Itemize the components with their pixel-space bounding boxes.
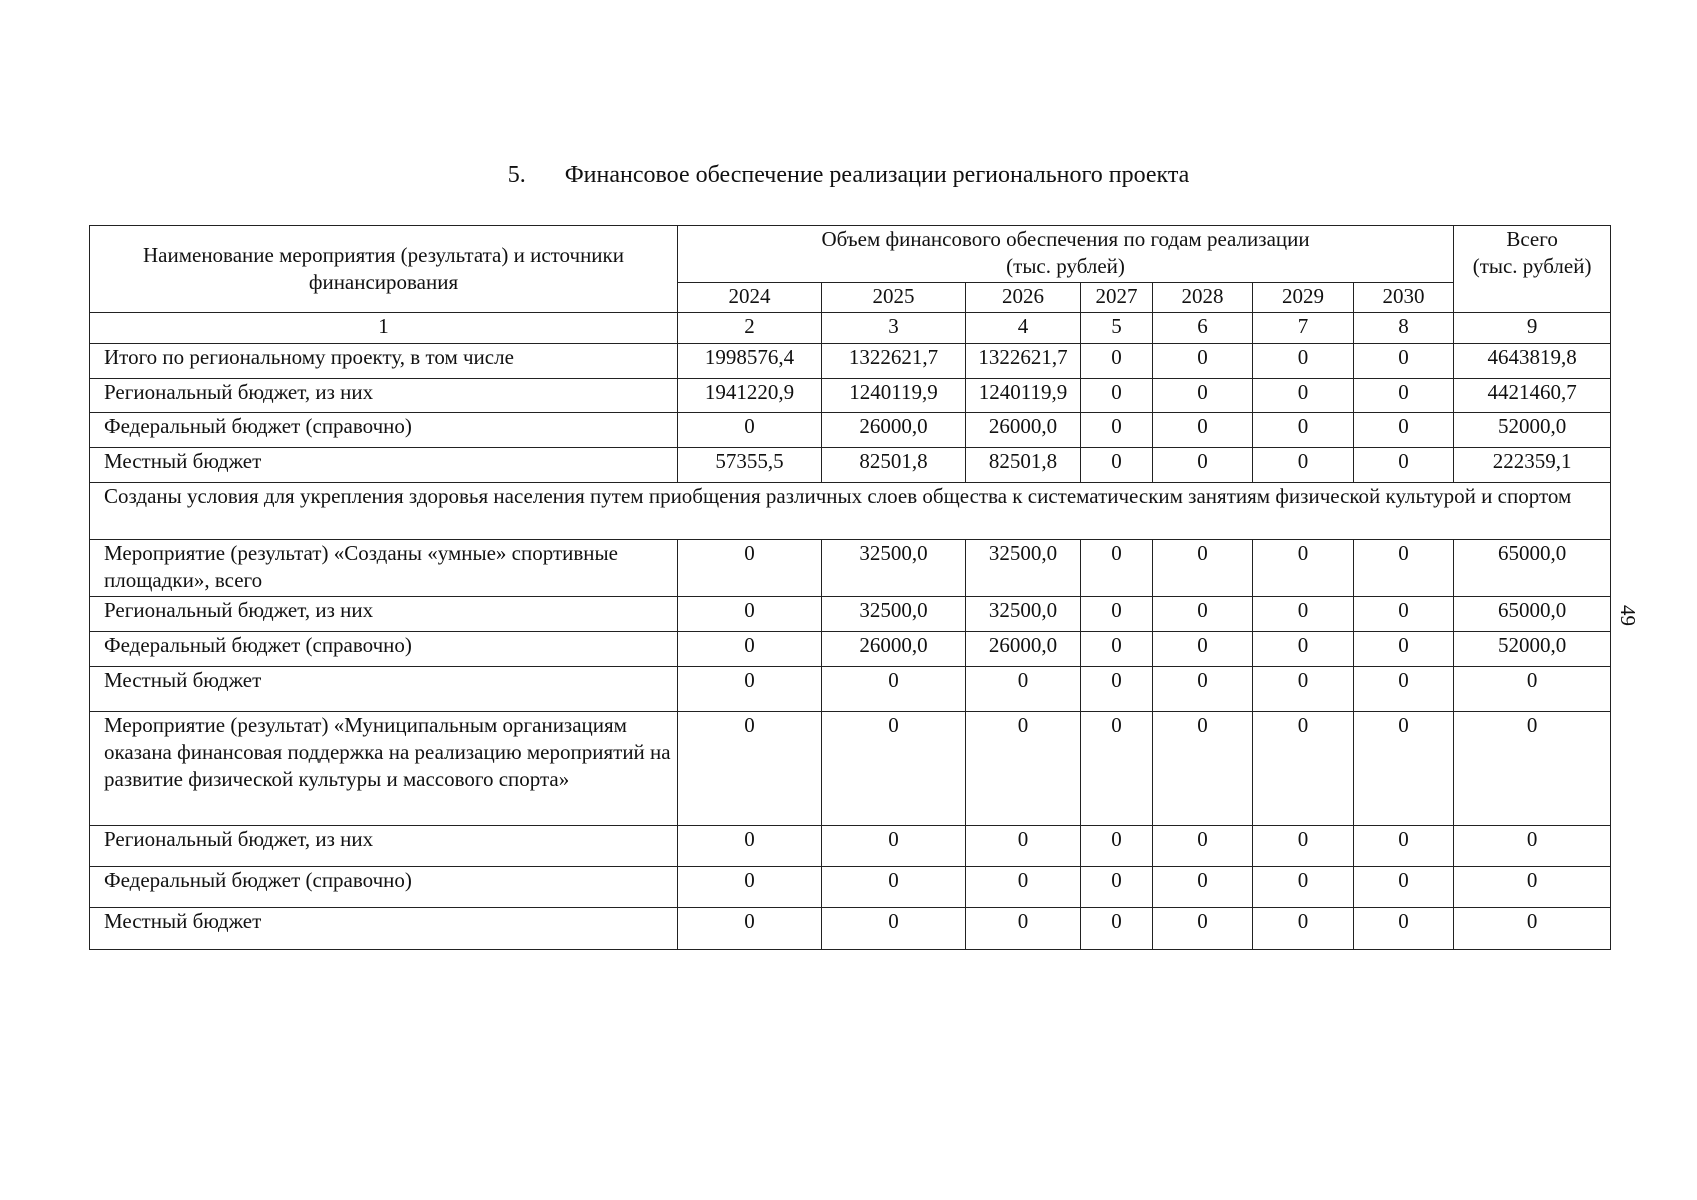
row-value-cell: 0 bbox=[966, 667, 1081, 712]
header-group-line2: (тыс. рублей) bbox=[1006, 254, 1125, 278]
section-title-text: Финансовое обеспечение реализации регионального проекта bbox=[564, 162, 1190, 188]
table-row bbox=[90, 712, 1611, 826]
row-value-cell: 0 bbox=[1153, 712, 1253, 826]
row-name: Федеральный бюджет (справочно) bbox=[90, 867, 678, 908]
row-value-cell: 0 bbox=[678, 867, 822, 908]
row-total-cell: 0 bbox=[1454, 908, 1611, 950]
row-value-cell: 0 bbox=[1081, 540, 1153, 597]
row-value-cell: 0 bbox=[1354, 712, 1454, 826]
row-value-cell: 0 bbox=[822, 826, 966, 867]
row-total-cell: 0 bbox=[1454, 826, 1611, 867]
row-value-cell: 0 bbox=[1253, 413, 1354, 448]
column-number: 5 bbox=[1081, 313, 1153, 344]
table-row bbox=[90, 540, 1611, 597]
row-value-cell: 0 bbox=[1354, 448, 1454, 483]
row-value-cell: 0 bbox=[678, 632, 822, 667]
row-value-cell: 0 bbox=[1081, 413, 1153, 448]
row-value-cell: 26000,0 bbox=[822, 632, 966, 667]
table-row bbox=[90, 483, 1611, 540]
row-value-cell: 0 bbox=[1253, 540, 1354, 597]
row-total-cell: 52000,0 bbox=[1454, 413, 1611, 448]
table-row bbox=[90, 667, 1611, 712]
column-number: 8 bbox=[1354, 313, 1454, 344]
row-name: Региональный бюджет, из них bbox=[90, 597, 678, 632]
header-year: 2027 bbox=[1081, 283, 1153, 313]
row-value-cell: 0 bbox=[1081, 867, 1153, 908]
row-name: Местный бюджет bbox=[90, 908, 678, 950]
header-total bbox=[1454, 226, 1611, 313]
row-value-cell: 0 bbox=[678, 667, 822, 712]
row-value-cell: 0 bbox=[1081, 344, 1153, 379]
row-value-cell: 0 bbox=[1253, 667, 1354, 712]
row-value-cell: 0 bbox=[1253, 632, 1354, 667]
header-total-line2: (тыс. рублей) bbox=[1472, 254, 1592, 278]
row-value-cell: 0 bbox=[678, 712, 822, 826]
row-total-cell: 222359,1 bbox=[1454, 448, 1611, 483]
row-value-cell: 26000,0 bbox=[966, 413, 1081, 448]
row-value-cell: 0 bbox=[1081, 597, 1153, 632]
row-value-cell: 32500,0 bbox=[822, 597, 966, 632]
row-value-cell: 1941220,9 bbox=[678, 379, 822, 413]
row-total-cell: 4643819,8 bbox=[1454, 344, 1611, 379]
row-value-cell: 0 bbox=[678, 597, 822, 632]
row-value-cell: 0 bbox=[966, 867, 1081, 908]
row-value-cell: 0 bbox=[1081, 908, 1153, 950]
row-value-cell: 0 bbox=[1354, 413, 1454, 448]
row-total-cell: 65000,0 bbox=[1454, 540, 1611, 597]
table-row bbox=[90, 448, 1611, 483]
row-value-cell: 32500,0 bbox=[822, 540, 966, 597]
row-value-cell: 0 bbox=[1253, 712, 1354, 826]
row-value-cell: 0 bbox=[822, 908, 966, 950]
row-value-cell: 0 bbox=[1354, 344, 1454, 379]
row-value-cell: 0 bbox=[1081, 826, 1153, 867]
row-name: Мероприятие (результат) «Созданы «умные» спортивные площадки», всего bbox=[90, 540, 678, 597]
row-value-cell: 0 bbox=[1253, 379, 1354, 413]
row-value-cell: 0 bbox=[1153, 413, 1253, 448]
row-name: Местный бюджет bbox=[90, 448, 678, 483]
row-total-cell: 0 bbox=[1454, 867, 1611, 908]
row-value-cell: 0 bbox=[822, 712, 966, 826]
row-value-cell: 0 bbox=[822, 667, 966, 712]
row-value-cell: 0 bbox=[678, 413, 822, 448]
table-row bbox=[90, 867, 1611, 908]
row-value-cell: 0 bbox=[1253, 908, 1354, 950]
header-name-column: Наименование мероприятия (результата) и источники финансирования bbox=[90, 226, 678, 313]
page-number: 49 bbox=[1616, 605, 1640, 626]
table-row bbox=[90, 908, 1611, 950]
row-value-cell: 26000,0 bbox=[966, 632, 1081, 667]
row-value-cell: 0 bbox=[1153, 667, 1253, 712]
header-year: 2029 bbox=[1253, 283, 1354, 313]
row-value-cell: 82501,8 bbox=[966, 448, 1081, 483]
row-value-cell: 0 bbox=[1354, 667, 1454, 712]
row-value-cell: 0 bbox=[1081, 667, 1153, 712]
table-row bbox=[90, 826, 1611, 867]
row-value-cell: 0 bbox=[1153, 597, 1253, 632]
row-value-cell: 0 bbox=[1354, 632, 1454, 667]
row-value-cell: 0 bbox=[1153, 344, 1253, 379]
header-year: 2026 bbox=[966, 283, 1081, 313]
header-total-line1: Всего bbox=[1506, 227, 1558, 251]
section-title bbox=[0, 161, 1697, 189]
table-row bbox=[90, 597, 1611, 632]
header-year: 2025 bbox=[822, 283, 966, 313]
column-number: 3 bbox=[822, 313, 966, 344]
row-value-cell: 0 bbox=[678, 826, 822, 867]
header-group-line1: Объем финансового обеспечения по годам реализации bbox=[821, 227, 1310, 251]
row-value-cell: 0 bbox=[1081, 712, 1153, 826]
row-value-cell: 0 bbox=[1354, 826, 1454, 867]
row-value-cell: 0 bbox=[1153, 540, 1253, 597]
row-value-cell: 0 bbox=[1253, 597, 1354, 632]
row-name: Итого по региональному проекту, в том числе bbox=[90, 344, 678, 379]
row-value-cell: 0 bbox=[1354, 379, 1454, 413]
row-name: Федеральный бюджет (справочно) bbox=[90, 413, 678, 448]
row-value-cell: 0 bbox=[1081, 379, 1153, 413]
header-year: 2030 bbox=[1354, 283, 1454, 313]
row-name: Региональный бюджет, из них bbox=[90, 826, 678, 867]
row-name: Местный бюджет bbox=[90, 667, 678, 712]
row-value-cell: 0 bbox=[678, 908, 822, 950]
financing-table bbox=[89, 225, 1611, 950]
row-value-cell: 1322621,7 bbox=[966, 344, 1081, 379]
row-total-cell: 0 bbox=[1454, 712, 1611, 826]
column-number: 4 bbox=[966, 313, 1081, 344]
row-value-cell: 57355,5 bbox=[678, 448, 822, 483]
row-value-cell: 0 bbox=[822, 867, 966, 908]
row-value-cell: 0 bbox=[1081, 448, 1153, 483]
row-value-cell: 82501,8 bbox=[822, 448, 966, 483]
row-total-cell: 65000,0 bbox=[1454, 597, 1611, 632]
row-value-cell: 0 bbox=[966, 908, 1081, 950]
row-name: Федеральный бюджет (справочно) bbox=[90, 632, 678, 667]
row-value-cell: 0 bbox=[1153, 448, 1253, 483]
table-row bbox=[90, 632, 1611, 667]
row-value-cell: 0 bbox=[1253, 448, 1354, 483]
section-number: 5. bbox=[507, 162, 526, 188]
row-total-cell: 4421460,7 bbox=[1454, 379, 1611, 413]
row-value-cell: 1240119,9 bbox=[966, 379, 1081, 413]
row-value-cell: 1998576,4 bbox=[678, 344, 822, 379]
row-value-cell: 0 bbox=[1081, 632, 1153, 667]
row-value-cell: 0 bbox=[966, 712, 1081, 826]
column-number: 1 bbox=[90, 313, 678, 344]
row-value-cell: 0 bbox=[1153, 632, 1253, 667]
row-value-cell: 1322621,7 bbox=[822, 344, 966, 379]
row-value-cell: 26000,0 bbox=[822, 413, 966, 448]
row-value-cell: 0 bbox=[966, 826, 1081, 867]
row-value-cell: 0 bbox=[1253, 867, 1354, 908]
row-value-cell: 0 bbox=[678, 540, 822, 597]
row-value-cell: 0 bbox=[1153, 379, 1253, 413]
table-row bbox=[90, 413, 1611, 448]
column-number: 7 bbox=[1253, 313, 1354, 344]
row-value-cell: 0 bbox=[1253, 344, 1354, 379]
row-value-cell: 0 bbox=[1253, 826, 1354, 867]
row-value-cell: 1240119,9 bbox=[822, 379, 966, 413]
row-total-cell: 52000,0 bbox=[1454, 632, 1611, 667]
column-number: 2 bbox=[678, 313, 822, 344]
row-value-cell: 0 bbox=[1354, 867, 1454, 908]
row-value-cell: 0 bbox=[1354, 908, 1454, 950]
row-name: Мероприятие (результат) «Муниципальным организациям оказана финансовая поддержка на реализацию мероприятий на развитие физической культуры и массового спорта» bbox=[90, 712, 678, 826]
row-value-cell: 0 bbox=[1153, 908, 1253, 950]
table-row bbox=[90, 379, 1611, 413]
row-value-cell: 0 bbox=[1354, 540, 1454, 597]
row-value-cell: 32500,0 bbox=[966, 597, 1081, 632]
header-funding-by-year bbox=[678, 226, 1454, 283]
table-row bbox=[90, 344, 1611, 379]
header-year: 2024 bbox=[678, 283, 822, 313]
row-value-cell: 0 bbox=[1153, 867, 1253, 908]
row-value-cell: 0 bbox=[1354, 597, 1454, 632]
section-row-title: Созданы условия для укрепления здоровья населения путем приобщения различных слоев общества к систематическим занятиям физической культурой и спортом bbox=[90, 483, 1611, 540]
header-year: 2028 bbox=[1153, 283, 1253, 313]
row-value-cell: 32500,0 bbox=[966, 540, 1081, 597]
row-name: Региональный бюджет, из них bbox=[90, 379, 678, 413]
column-number: 6 bbox=[1153, 313, 1253, 344]
row-total-cell: 0 bbox=[1454, 667, 1611, 712]
row-value-cell: 0 bbox=[1153, 826, 1253, 867]
column-number: 9 bbox=[1454, 313, 1611, 344]
